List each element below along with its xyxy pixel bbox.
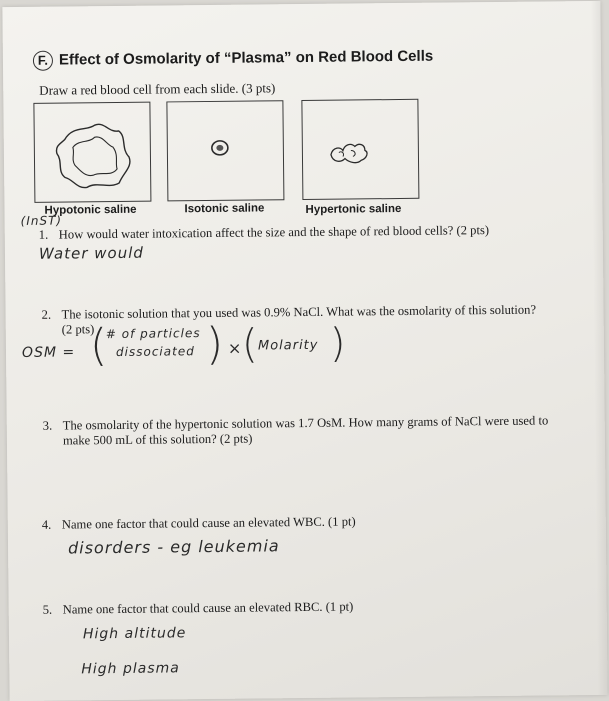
- question-1: [39, 223, 489, 243]
- handwritten-margin-note: (InST): [20, 213, 63, 228]
- question-4: [42, 514, 356, 532]
- answer-2-term2: Molarity: [257, 337, 319, 354]
- question-number: 3.: [42, 418, 53, 433]
- question-2: [42, 303, 537, 323]
- slide-box-isotonic: [166, 100, 284, 201]
- close-paren-1: ): [205, 318, 224, 371]
- answer-2-term1-line1: # of particles: [105, 326, 201, 342]
- answer-4-handwriting: disorders - eg leukemia: [67, 536, 280, 558]
- answer-1-handwriting: Water would: [38, 243, 144, 263]
- answer-5-line2: High plasma: [81, 660, 180, 678]
- open-paren-2: (: [241, 321, 258, 368]
- question-text: Name one factor that could cause an elevated WBC. (1 pt): [61, 514, 356, 532]
- open-paren-1: (: [89, 320, 108, 372]
- question-text: How would water intoxication affect the size and the shape of red blood cells? (2 pts): [58, 223, 490, 242]
- answer-5-line1: High altitude: [82, 625, 187, 643]
- question-3: [43, 413, 549, 433]
- normal-cell-sketch: [167, 101, 283, 200]
- crenated-cell-sketch: [302, 100, 418, 199]
- section-letter: F.: [33, 51, 53, 71]
- worksheet-page: [2, 1, 607, 701]
- caption-hypertonic: Hypertonic saline: [305, 202, 402, 216]
- close-paren-2: ): [329, 320, 346, 367]
- question-number: 4.: [41, 517, 52, 532]
- question-text: Name one factor that could cause an elevated RBC. (1 pt): [62, 599, 354, 617]
- instruction-text: Draw a red blood cell from each slide. (3 pts): [39, 80, 276, 98]
- answer-2-term1-line2: dissociated: [115, 344, 195, 359]
- swollen-cell-sketch: [34, 103, 150, 202]
- slide-box-hypotonic: [33, 102, 151, 203]
- question-number: 5.: [42, 602, 53, 617]
- section-title: Effect of Osmolarity of “Plasma” on Red Blood Cells: [58, 47, 434, 69]
- question-number: 1.: [38, 227, 49, 242]
- section-heading: [33, 47, 433, 71]
- answer-2-times: ×: [227, 338, 243, 358]
- answer-2-osm-label: OSM =: [21, 344, 76, 361]
- page-edge-shadow: [590, 1, 607, 695]
- caption-isotonic: Isotonic saline: [184, 202, 265, 216]
- slide-box-hypertonic: [301, 99, 419, 200]
- question-2-points: (2 pts): [61, 322, 95, 337]
- question-text: The osmolarity of the hypertonic solution was 1.7 OsM. How many grams of NaCl were used to: [62, 413, 549, 433]
- question-3-line2: make 500 mL of this solution? (2 pts): [62, 431, 253, 448]
- caption-hypotonic: Hypotonic saline: [44, 203, 137, 217]
- question-5: [43, 600, 354, 618]
- question-number: 2.: [41, 307, 52, 322]
- question-text: The isotonic solution that you used was 0.9% NaCl. What was the osmolarity of this solution?: [61, 302, 537, 322]
